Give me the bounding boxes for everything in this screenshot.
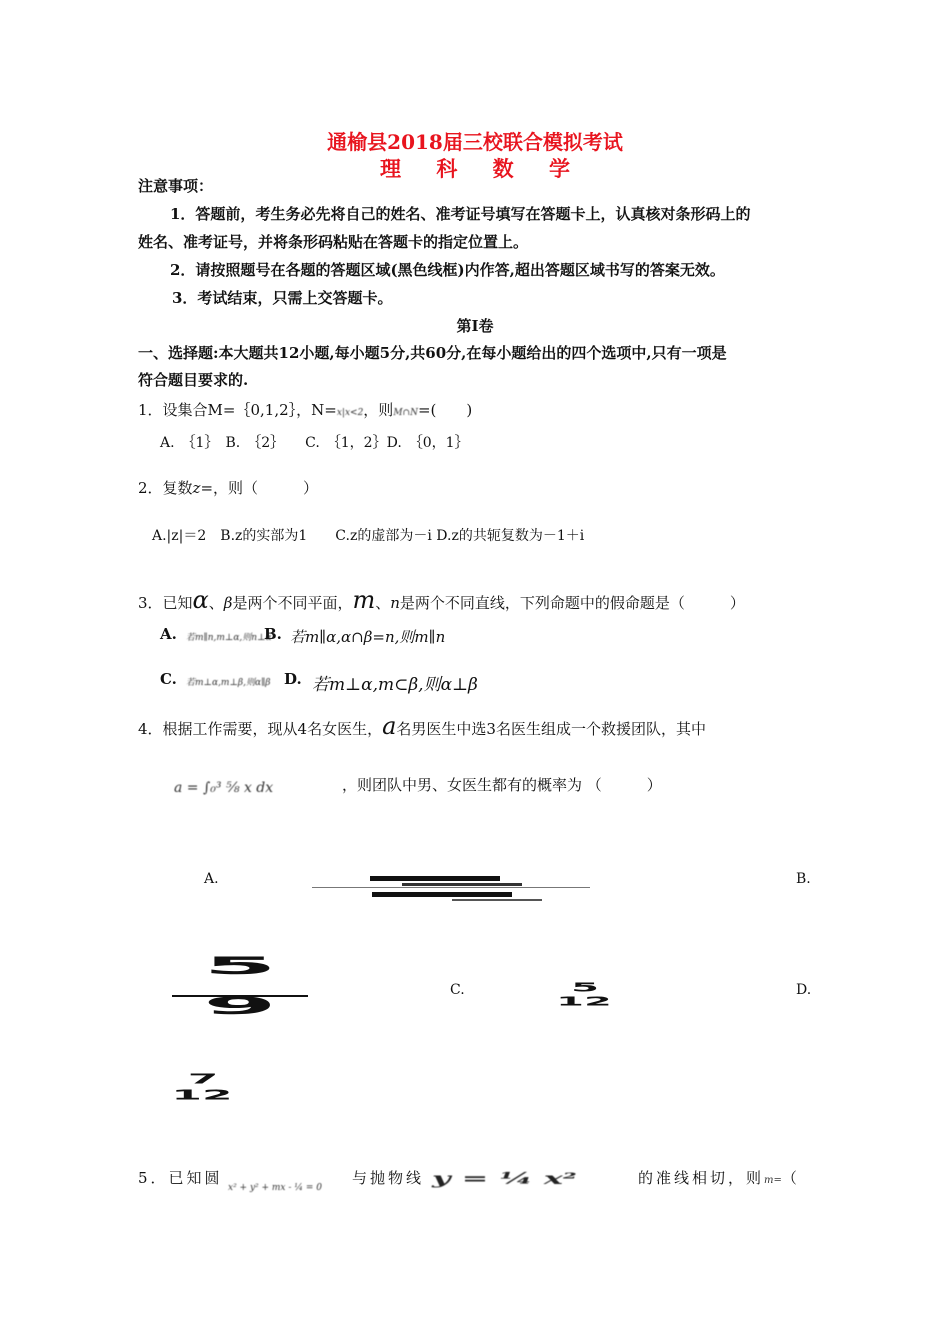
notice-item-1: 1．答题前，考生务必先将自己的姓名、准考证号填写在答题卡上，认真核对条形码上的 [170, 205, 751, 223]
q4-option-b-numerator: 5 [203, 952, 277, 981]
q4-option-d-denominator: 12 [171, 1088, 233, 1103]
q3-sep-2: 、 [375, 594, 391, 612]
q4-option-a-label: A. [204, 871, 219, 887]
q3-option-d-label: D. [284, 670, 302, 688]
q1-intersection: M∩N [393, 408, 418, 418]
q1-stem: 1．设集合M=｛0,1,2｝，N= [138, 401, 337, 419]
q3-sep-1: 、 [208, 594, 224, 612]
exam-title: 通榆县2018届三校联合模拟考试 [327, 130, 623, 154]
question-3 [138, 586, 745, 614]
q4-option-d-fraction [158, 1072, 248, 1108]
q3-option-b-label: B. [264, 625, 282, 643]
q5-stem-mid: 与抛物线 [352, 1169, 425, 1187]
notice-heading: 注意事项： [138, 177, 214, 195]
q4-integral: a = ∫₀³ ⅝ x dx [174, 780, 274, 796]
q5-m-var: m= [764, 1175, 782, 1186]
q3-option-c-label: C. [160, 670, 177, 688]
q3-n: n [390, 594, 400, 612]
q2-options: A.|z|＝2 B.z的实部为1 C.z的虚部为－i D.z的共轭复数为－1＋i [152, 528, 585, 544]
exam-subject: 理 科 数 学 [380, 156, 584, 181]
q2-z: z [192, 479, 201, 497]
q3-option-a-label: A. [160, 625, 177, 643]
q4-stem-end: ，则团队中男、女医生都有的概率为 （ ） [342, 776, 662, 794]
q5-circle-eq: x² + y² + mx - ¼ = 0 [228, 1183, 322, 1193]
section-intro: 一、选择题:本大题共12小题,每小题5分,共60分,在每小题给出的四个选项中,只有一项是 [138, 344, 727, 362]
q5-parabola-eq [432, 1170, 632, 1200]
question-4 [138, 712, 706, 740]
notice-item-1-cont: 姓名、准考证号，并将条形码粘贴在答题卡的指定位置上。 [138, 233, 529, 251]
q2-stem: 2．复数 [138, 479, 193, 497]
question-2 [138, 477, 318, 498]
q3-option-b: 若m∥α,α∩β=n,则m∥n [290, 628, 446, 646]
q3-option-a: 若m∥n,m⊥α,则n⊥α [186, 633, 272, 643]
q3-stem-end: 是两个不同直线，下列命题中的假命题是（ ） [399, 594, 745, 612]
q4-option-c-label: C. [450, 982, 465, 998]
notice-item-3: 3．考试结束，只需上交答题卡。 [172, 289, 393, 307]
q3-option-c: 若m⊥α,m⊥β,则α∥β [186, 678, 271, 688]
q4-option-c-numerator: 5 [571, 980, 599, 995]
question-1 [138, 399, 472, 420]
q5-stem-tangent: 的准线相切，则 [638, 1169, 765, 1187]
q1-set-n: x|x<2 [336, 408, 364, 418]
q4-stem: 4．根据工作需要，现从4名女医生， [138, 720, 383, 738]
section-intro-cont: 符合题目要求的. [138, 371, 249, 389]
q5-parabola-text: y = ¼ x² [432, 1170, 577, 1189]
q3-alpha: α [192, 586, 209, 614]
q4-option-b-fraction [172, 952, 308, 1024]
q4-stem-mid: 名男医生中选3名医生组成一个救援团队，其中 [396, 720, 706, 738]
q4-option-c-fraction [540, 980, 630, 1012]
q4-option-a-fraction [312, 872, 590, 902]
q1-stem-mid: ，则 [363, 401, 394, 419]
volume-heading: 第Ⅰ卷 [456, 317, 494, 335]
q4-option-d-numerator: 7 [187, 1072, 219, 1087]
q1-stem-end: =( ) [417, 401, 473, 419]
q3-m: m [352, 586, 376, 614]
q2-stem-end: =，则（ ） [200, 479, 319, 497]
q1-options: A. ｛1｝ B. ｛2｝ C. ｛1，2｝D. ｛0，1｝ [160, 435, 469, 451]
q4-a: a [382, 712, 397, 740]
notice-item-2: 2．请按照题号在各题的答题区域(黑色线框)内作答,超出答题区域书写的答案无效。 [170, 261, 725, 279]
q5-stem-end [638, 1167, 800, 1188]
q3-beta: β [223, 594, 233, 612]
q5-stem: 5．已知圆 [138, 1169, 223, 1187]
q5-paren: （ [781, 1169, 800, 1187]
q3-stem-mid: 是两个不同平面， [232, 594, 353, 612]
q4-option-b-label: B. [796, 871, 811, 887]
q3-option-d: 若m⊥α,m⊂β,则α⊥β [312, 675, 478, 695]
q4-option-c-denominator: 12 [556, 994, 612, 1009]
q3-stem: 3．已知 [138, 594, 193, 612]
q4-option-b-denominator: 9 [203, 992, 277, 1021]
q4-option-d-label: D. [796, 982, 812, 998]
